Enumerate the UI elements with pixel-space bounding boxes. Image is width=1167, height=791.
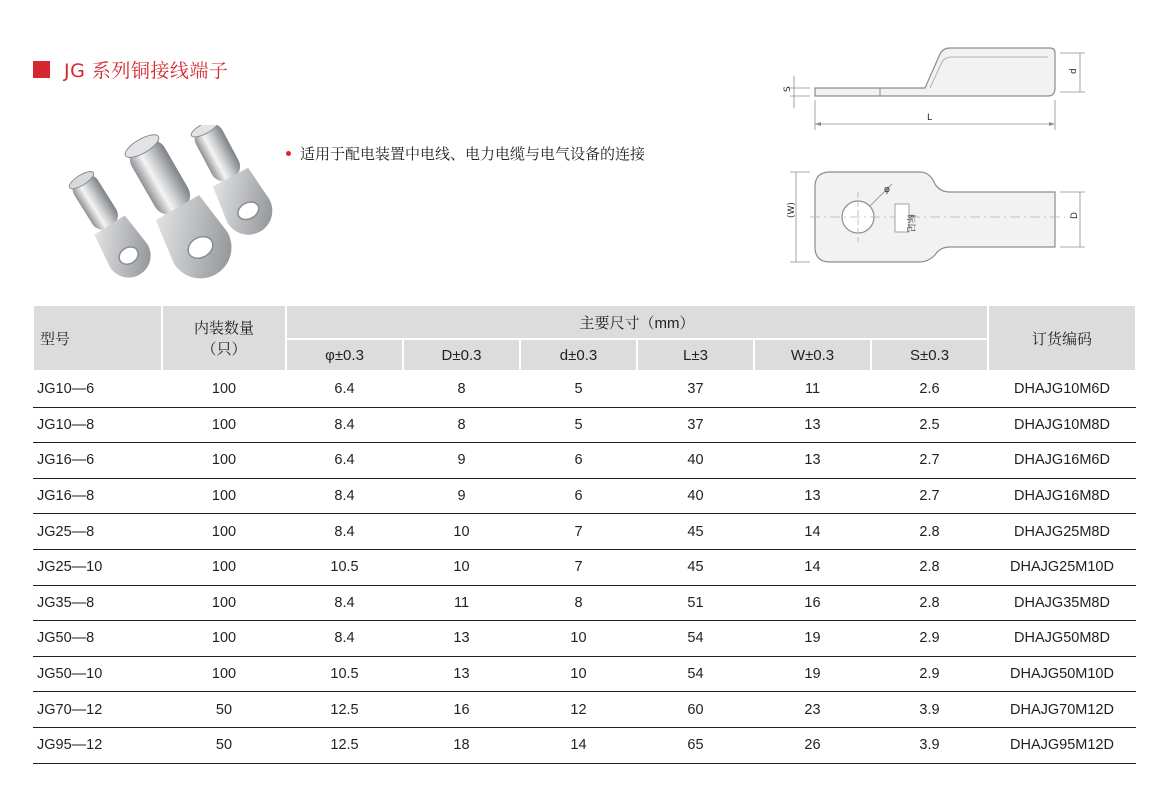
table-row [33,692,1136,728]
col-dims-header: 主要尺寸（mm） [286,305,988,339]
cell-d: 7 [520,514,637,550]
cell-phi: 6.4 [286,443,403,479]
col-model-header: 型号 [33,305,162,371]
col-small-d-header: d±0.3 [520,339,637,371]
cell-model: JG16—8 [33,478,162,514]
cell-w: 19 [754,656,871,692]
cell-phi: 8.4 [286,514,403,550]
cell-code: DHAJG16M8D [988,478,1136,514]
cell-s: 3.9 [871,727,988,763]
cell-l: 40 [637,478,754,514]
dim-s-label: S [783,86,793,92]
side-view-drawing [770,40,1090,135]
cell-s: 2.7 [871,478,988,514]
section-title [33,58,228,80]
cell-phi: 6.4 [286,371,403,407]
cell-w: 14 [754,514,871,550]
title-text: JG 系列铜接线端子 [64,59,229,82]
cell-qty: 100 [162,656,286,692]
cell-w: 23 [754,692,871,728]
cell-w: 13 [754,478,871,514]
cell-l: 65 [637,727,754,763]
feature-bullet [286,143,645,164]
spec-table [32,304,1137,764]
cell-qty: 50 [162,727,286,763]
table-row [33,549,1136,585]
cell-model: JG50—10 [33,656,162,692]
table-row [33,407,1136,443]
bullet-dot-icon [286,151,291,156]
cell-s: 2.8 [871,549,988,585]
cell-qty: 100 [162,478,286,514]
dim-w-label: (W) [787,202,797,218]
cell-code: DHAJG70M12D [988,692,1136,728]
cell-l: 54 [637,656,754,692]
cell-code: DHAJG25M10D [988,549,1136,585]
cell-code: DHAJG25M8D [988,514,1136,550]
cell-model: JG10—6 [33,371,162,407]
cell-s: 2.9 [871,656,988,692]
cell-d: 12 [520,692,637,728]
cell-phi: 8.4 [286,621,403,657]
cell-d: 5 [520,371,637,407]
cell-qty: 100 [162,371,286,407]
col-s-header: S±0.3 [871,339,988,371]
cell-d: 9 [403,443,520,479]
cell-d: 10 [520,621,637,657]
cell-l: 45 [637,514,754,550]
cell-l: 40 [637,443,754,479]
cell-phi: 8.4 [286,407,403,443]
table-row [33,478,1136,514]
cell-w: 16 [754,585,871,621]
cell-code: DHAJG95M12D [988,727,1136,763]
cell-d: 10 [403,514,520,550]
cell-d: 16 [403,692,520,728]
cell-qty: 100 [162,585,286,621]
cell-w: 13 [754,443,871,479]
title-marker-icon [33,61,50,78]
cell-qty: 50 [162,692,286,728]
cell-w: 13 [754,407,871,443]
cell-l: 51 [637,585,754,621]
cell-l: 37 [637,407,754,443]
cell-phi: 10.5 [286,549,403,585]
cell-s: 2.9 [871,621,988,657]
dim-l-label: L [927,113,933,123]
cell-code: DHAJG16M6D [988,443,1136,479]
dim-d-label: d [1069,68,1079,74]
cell-code: DHAJG10M8D [988,407,1136,443]
table-row [33,727,1136,763]
cell-qty: 100 [162,621,286,657]
cell-d: 14 [520,727,637,763]
cell-phi: 8.4 [286,478,403,514]
cell-s: 2.8 [871,585,988,621]
col-w-header: W±0.3 [754,339,871,371]
table-row [33,585,1136,621]
cell-d: 6 [520,478,637,514]
cell-phi: 12.5 [286,727,403,763]
dim-big-d-label: D [1070,212,1080,219]
table-row [33,371,1136,407]
col-big-d-header: D±0.3 [403,339,520,371]
cell-d: 8 [403,371,520,407]
cell-d: 8 [403,407,520,443]
cell-model: JG95—12 [33,727,162,763]
cell-l: 60 [637,692,754,728]
cell-model: JG16—6 [33,443,162,479]
top-view-drawing [770,162,1090,272]
cell-d: 5 [520,407,637,443]
cell-d: 7 [520,549,637,585]
cell-s: 3.9 [871,692,988,728]
mark-label: 标记 [905,214,915,233]
spec-table-body [33,371,1136,763]
cell-phi: 8.4 [286,585,403,621]
cell-l: 54 [637,621,754,657]
cell-l: 45 [637,549,754,585]
feature-text: 适用于配电装置中电线、电力电缆与电气设备的连接 [300,145,646,163]
cell-d: 8 [520,585,637,621]
cell-qty: 100 [162,514,286,550]
cell-w: 11 [754,371,871,407]
table-row [33,514,1136,550]
cell-d: 13 [403,656,520,692]
cell-d: 9 [403,478,520,514]
table-row [33,443,1136,479]
cell-l: 37 [637,371,754,407]
cell-d: 13 [403,621,520,657]
table-row [33,621,1136,657]
cell-s: 2.8 [871,514,988,550]
cell-d: 10 [520,656,637,692]
cell-s: 2.7 [871,443,988,479]
cell-d: 10 [403,549,520,585]
cell-d: 18 [403,727,520,763]
cell-w: 26 [754,727,871,763]
col-phi-header: φ±0.3 [286,339,403,371]
cell-code: DHAJG10M6D [988,371,1136,407]
cell-model: JG10—8 [33,407,162,443]
cell-d: 6 [520,443,637,479]
cell-model: JG25—8 [33,514,162,550]
cell-qty: 100 [162,549,286,585]
cell-qty: 100 [162,443,286,479]
dim-phi-label: φ [884,185,890,195]
cell-model: JG35—8 [33,585,162,621]
cell-s: 2.5 [871,407,988,443]
table-row [33,656,1136,692]
col-l-header: L±3 [637,339,754,371]
cell-d: 11 [403,585,520,621]
cell-s: 2.6 [871,371,988,407]
cell-phi: 12.5 [286,692,403,728]
col-qty-header: 内装数量 （只） [162,305,286,371]
cell-model: JG25—10 [33,549,162,585]
cell-qty: 100 [162,407,286,443]
product-photo [60,125,290,295]
cell-model: JG50—8 [33,621,162,657]
cell-w: 19 [754,621,871,657]
cell-code: DHAJG50M8D [988,621,1136,657]
cell-code: DHAJG35M8D [988,585,1136,621]
cell-code: DHAJG50M10D [988,656,1136,692]
cell-phi: 10.5 [286,656,403,692]
cell-model: JG70—12 [33,692,162,728]
col-code-header: 订货编码 [988,305,1136,371]
cell-w: 14 [754,549,871,585]
